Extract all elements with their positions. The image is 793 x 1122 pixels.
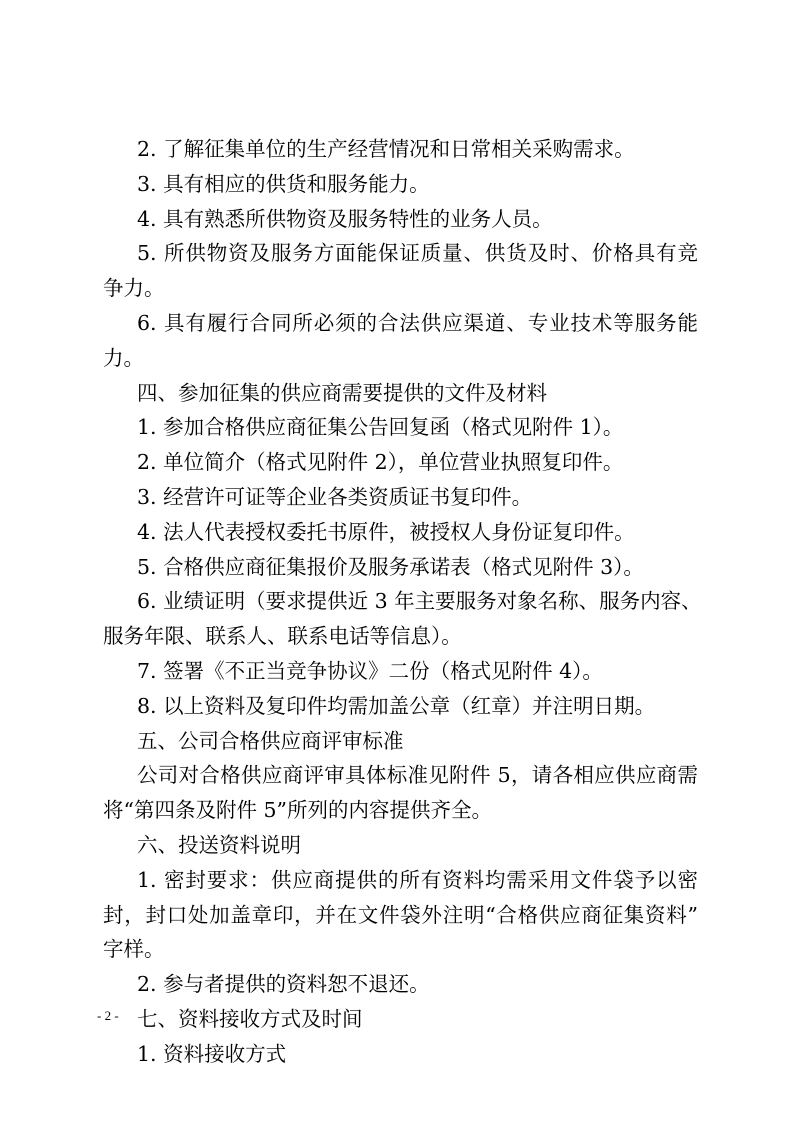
list-item: 1. 参加合格供应商征集公告回复函（格式见附件 1）。	[137, 415, 624, 440]
page-number: - 2 -	[97, 1008, 119, 1023]
list-item: 1. 资料接收方式	[137, 1041, 287, 1066]
paragraph-line: 公司对合格供应商评审具体标准见附件 5，请各相应供应商需	[137, 763, 698, 788]
section-heading: 七、资料接收方式及时间	[137, 1006, 363, 1031]
list-item: 5. 所供物资及服务方面能保证质量、供货及时、价格具有竞	[137, 241, 698, 266]
list-item: 3. 具有相应的供货和服务能力。	[137, 171, 430, 196]
list-item: 5. 合格供应商征集报价及服务承诺表（格式见附件 3）。	[137, 554, 644, 579]
list-item: 6. 业绩证明（要求提供近 3 年主要服务对象名称、服务内容、	[137, 589, 702, 614]
list-item: 4. 具有熟悉所供物资及服务特性的业务人员。	[137, 206, 553, 231]
list-item: 2. 参与者提供的资料恕不退还。	[137, 972, 430, 997]
list-item: 6. 具有履行合同所必须的合法供应渠道、专业技术等服务能	[137, 310, 698, 335]
list-item-continuation: 争力。	[103, 276, 165, 301]
list-item: 1. 密封要求：供应商提供的所有资料均需采用文件袋予以密	[137, 867, 698, 892]
list-item: 2. 单位简介（格式见附件 2），单位营业执照复印件。	[137, 450, 624, 475]
list-item-continuation: 力。	[103, 345, 144, 370]
list-item: 8. 以上资料及复印件均需加盖公章（红章）并注明日期。	[137, 693, 656, 718]
section-heading: 四、参加征集的供应商需要提供的文件及材料	[137, 380, 547, 405]
list-item: 7. 签署《不正当竞争协议》二份（格式见附件 4）。	[137, 658, 603, 683]
paragraph-line: 将“第四条及附件 5”所列的内容提供齐全。	[103, 798, 493, 823]
list-item-continuation: 封，封口处加盖章印，并在文件袋外注明“合格供应商征集资料”	[103, 902, 698, 927]
list-item: 3. 经营许可证等企业各类资质证书复印件。	[137, 484, 533, 509]
list-item-continuation: 字样。	[103, 937, 165, 962]
section-heading: 六、投送资料说明	[137, 832, 301, 857]
document-body	[103, 132, 702, 1072]
list-item: 2. 了解征集单位的生产经营情况和日常相关采购需求。	[137, 137, 635, 161]
list-item-continuation: 服务年限、联系人、联系电话等信息）。	[103, 624, 462, 649]
list-item: 4. 法人代表授权委托书原件，被授权人身份证复印件。	[137, 519, 635, 544]
section-heading: 五、公司合格供应商评审标准	[137, 728, 404, 753]
